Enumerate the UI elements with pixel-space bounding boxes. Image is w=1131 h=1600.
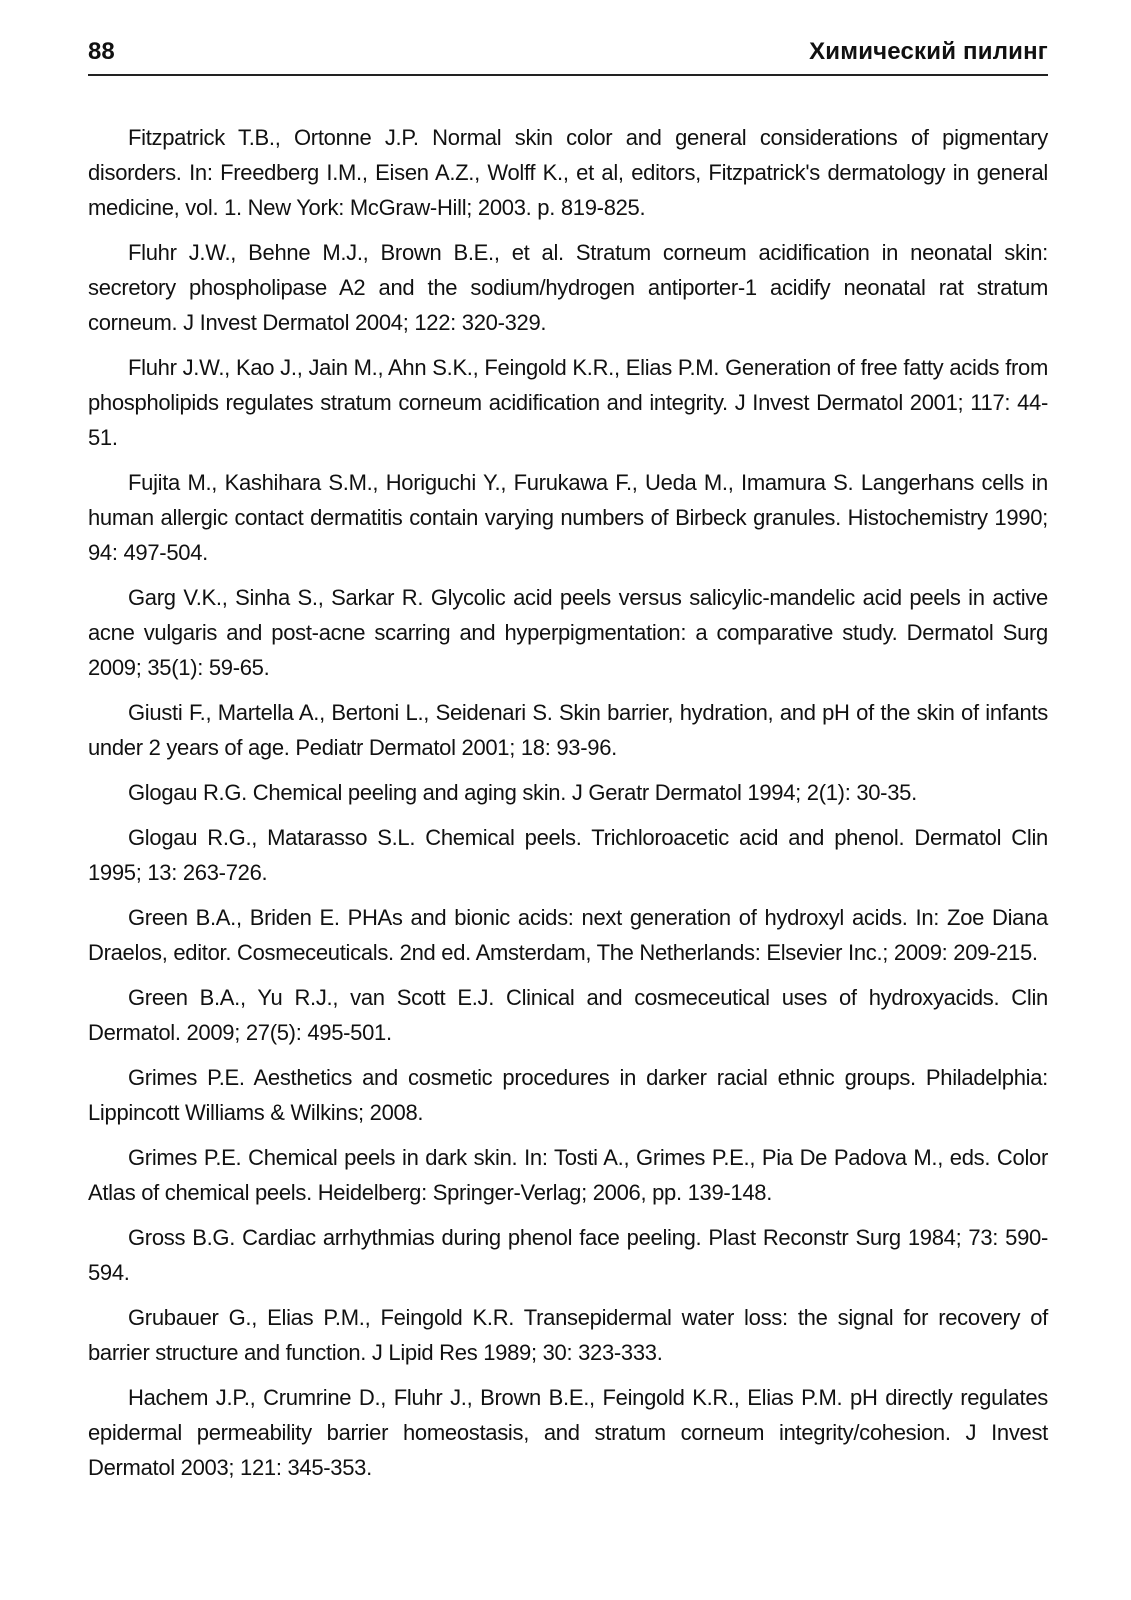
reference-item: Green B.A., Briden E. PHAs and bionic acids: next generation of hydroxyl acids. In: Zoe Diana Draelos, editor. Cosmeceuticals. 2nd ed. Amsterdam, The Netherlands: Elsevier Inc.; 2009: 209-215. [88, 905, 1048, 965]
reference-item: Glogau R.G., Matarasso S.L. Chemical peels. Trichloroacetic acid and phenol. Dermatol Clin 1995; 13: 263-726. [88, 825, 1048, 885]
reference-item: Fujita M., Kashihara S.M., Horiguchi Y., Furukawa F., Ueda M., Imamura S. Langerhans cells in human allergic contact dermatitis contain varying numbers of Birbeck granules. Histochemistry 1990; 94: 497-504. [88, 470, 1048, 565]
reference-item: Glogau R.G. Chemical peeling and aging skin. J Geratr Dermatol 1994; 2(1): 30-35. [128, 780, 917, 805]
reference-item: Green B.A., Yu R.J., van Scott E.J. Clinical and cosmeceutical uses of hydroxyacids. Clin Dermatol. 2009; 27(5): 495-501. [88, 985, 1048, 1045]
reference-item: Giusti F., Martella A., Bertoni L., Seidenari S. Skin barrier, hydration, and pH of the skin of infants under 2 years of age. Pediatr Dermatol 2001; 18: 93-96. [88, 700, 1048, 760]
page-number: 88 [88, 38, 115, 65]
reference-item: Fluhr J.W., Kao J., Jain M., Ahn S.K., Feingold K.R., Elias P.M. Generation of free fatty acids from phospholipids regulates stratum corneum acidification and integrity. J Invest Dermatol 2001; 117: 44-51. [88, 355, 1048, 450]
reference-item: Grubauer G., Elias P.M., Feingold K.R. Transepidermal water loss: the signal for recovery of barrier structure and function. J Lipid Res 1989; 30: 323-333. [88, 1305, 1048, 1365]
reference-item: Fluhr J.W., Behne M.J., Brown B.E., et al. Stratum corneum acidification in neonatal skin: secretory phospholipase A2 and the sodium/hydrogen antiporter-1 acidify neonatal rat stratum corneum. J Invest Dermatol 2004; 122: 320-329. [88, 240, 1048, 335]
reference-item: Hachem J.P., Crumrine D., Fluhr J., Brown B.E., Feingold K.R., Elias P.M. pH directly regulates epidermal permeability barrier homeostasis, and stratum corneum integrity/cohesion. J Invest Dermatol 2003; 121: 345-353. [88, 1385, 1048, 1480]
reference-item: Garg V.K., Sinha S., Sarkar R. Glycolic acid peels versus salicylic-mandelic acid peels in active acne vulgaris and post-acne scarring and hyperpigmentation: a comparative study. Dermatol Surg 2009; 35(1): 59-65. [88, 585, 1048, 680]
reference-item: Gross B.G. Cardiac arrhythmias during phenol face peeling. Plast Reconstr Surg 1984; 73: 590-594. [88, 1225, 1048, 1285]
header-divider [88, 74, 1048, 76]
page-header [88, 36, 1048, 76]
reference-item: Grimes P.E. Aesthetics and cosmetic procedures in darker racial ethnic groups. Philadelphia: Lippincott Williams & Wilkins; 2008. [88, 1065, 1048, 1125]
reference-item: Fitzpatrick T.B., Ortonne J.P. Normal skin color and general considerations of pigmentary disorders. In: Freedberg I.M., Eisen A.Z., Wolff K., et al, editors, Fitzpatrick's dermatology in general medicine, vol. 1. New York: McGraw-Hill; 2003. p. 819-825. [88, 125, 1048, 220]
reference-list [88, 120, 1048, 1495]
running-title: Химический пилинг [809, 38, 1048, 65]
reference-item: Grimes P.E. Chemical peels in dark skin. In: Tosti A., Grimes P.E., Pia De Padova M., eds. Color Atlas of chemical peels. Heidelberg: Springer-Verlag; 2006, pp. 139-148. [88, 1145, 1048, 1205]
